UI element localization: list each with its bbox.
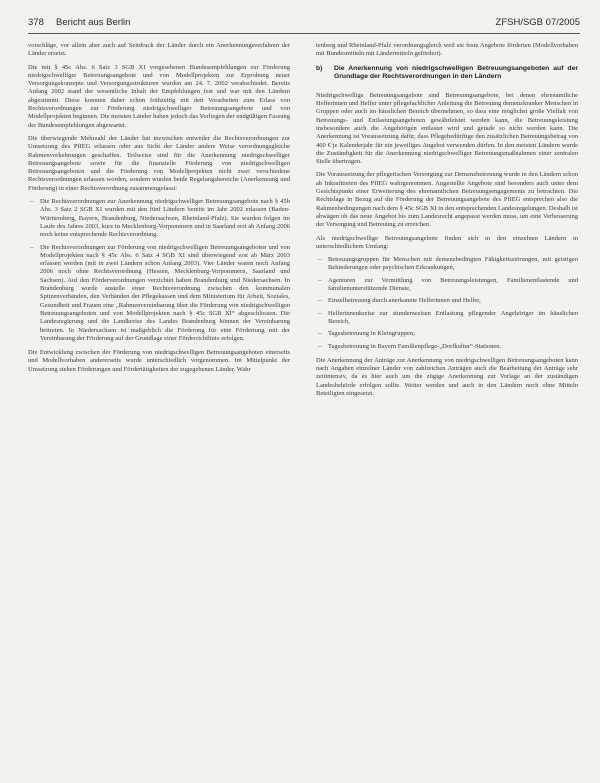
bullet-list: [28, 198, 290, 343]
list-item: – Die Rechtsverordnungen zur Förderung von niedrigschwelligen Betreuungsangeboten und von Modellprojekten nach § 45c Abs. 6 Satz 4 SGB XI sind überwiegend erst ab März 2003 erlassen worden (mit in zwei Ländern schon Anfang 2003). Vier Länder waren noch Anfang 2006 noch ohne Rechtsverordnung (Hessen, Mecklenburg-Vorpommern, Saarland und Sachsen). Auf den Förderverordnungen verzichtet haben Brandenburg und Niedersachsen. In Brandenburg wurde anstelle einer Rechtsverordnung zwischen den kommunalen Spitzenverbänden, den Verbänden der Pflegekassen und dem Ministerium für Arbeit, Soziales, Gesundheit und Frauen eine „Rahmenvereinbarung über die Förderung von niedrigschwelligen Betreuungsangeboten und von Modellprojekten nach § 45c SGB XI“ abgeschlossen. Die Landesregierung und die Landkreise des Landes Brandenburg können der Vereinbarung beitreten. In Niedersachsen ist maßgeblich die Förderung für eine Fördertung mit der Vereinbarung der Förderung auf der Grundlage einer Förderrichtlinie erfolgen.: [40, 244, 290, 344]
section-heading: [316, 65, 578, 82]
page-number: 378: [28, 17, 44, 28]
paragraph: Die überwiegende Mehrzahl der Länder hat inzwischen entweder die Rechtsverordnungen zur Umsetzung des PfIEG erlassen oder aus Sicht der Länder andere Weise verordnungsgleiche Rahmenvorkehrungen geschaffen. Teilweise sind für die Anerkennung niedrigschwelliger Betreuungsangebote sowie für die finanzielle Förderung von niedrigschwelligen Betreuungsangeboten und die Förderung von Modellprojekten nicht zwei verschiedene Rechtsverordnungen erlassen worden, sondern wurden beide Regelungsbereiche (Anerkennung und Förderung) in einer Rechtsverordnung zusammengefasst:: [28, 134, 290, 192]
right-column: [316, 42, 578, 403]
list-item: – Betreuungsgruppen für Menschen mit demenzbedingten Fähigkeitsstörungen, mit geistigen Behinderungen oder psychischen Erkrankungen,: [328, 256, 578, 273]
paragraph: Die Entwicklung zwischen der Förderung von niedrigschwelligen Betreuungsangeboten einerseits und Modellvorhaben andererseits wurde unterschiedlich vorgenommen. Im Mittelpunkt der Umsetzung stehen Förderungen und Fördertätigkeiten der zugegebenen Länder. Wahr: [28, 349, 290, 373]
journal-issue: ZFSH/SGB 07/2005: [495, 17, 580, 28]
paragraph: Die mit § 45c Abs. 6 Satz 3 SGB XI vorgesehenen Bundesempfehlungen zur Förderung niedrigschwelliger Betreuungsangebote und von Modellprojekten zur Erprobung neuer Versorgungskonzepte und Versorgungsstrukturen wurden am 24. 7. 2002 verabschiedet. Bereits Anfang 2002 stand der wesentliche Inhalt der Empfehlungen fest und war mit den Ländern abgestimmt. Diese konnten daher schon frühzeitig mit den Vorarbeiten zum Erlass von Rechtsverordnungen zur Förderung niedrigschwelliger Betreuungsangebote und von Modellprojekten beginnen. Die meisten Länder haben jedoch das Vorliegen der endgültigen Fassung der Bundesempfehlungen abgewartet.: [28, 63, 290, 129]
paragraph: vorschläge, vor allem aber auch auf Seitdruck der Länder durch ein Anerkennungsverfahren der Länder ersetzt.: [28, 42, 290, 58]
paragraph: Als niedrigschwellige Betreuungsangebote finden sich in den einzelnen Ländern in unterschiedlichem Umfang:: [316, 234, 578, 250]
section-heading-text: Die Anerkennung von niedrigschwelligen Betreuungsangeboten auf der Grundlage der Rechtsverordnungen in den Ländern: [334, 64, 578, 81]
section-title: Bericht aus Berlin: [56, 17, 131, 28]
list-item: – Tagesbetreuung in Bayern Familienpflege-„Dorfkultur“-Stationen.: [328, 343, 578, 351]
list-item: – Agenturen zur Vermittlung von Betreuungsleistungen, Familienentlastende und familienunterstützende Dienste,: [328, 277, 578, 294]
paragraph: Die Voraussetzung der pflegerischen Versorgung zur Demenzbetreuung wurde in den Ländern schon ab Inkrafttreten des PfIEG wahrgenommen. Angestellte Angebote sind besonders auch unter dem Gesichtspunkt einer Erweiterung des ehrenamtlichen Betreuungsengagements zu betrachten. Die Rechtslage in Bezug auf die Förderung der Betreuungsangebote des PfIEG entsprechen also die Rahmenbedingungen nach dem § 45c SGB XI in den entsprechenden Landesregelungen. Deshalb ist abwägen ob das neue Angebot bis zum Landesrecht angepasst werden muss, um eine Verbesserung der Versorgung und Betreuung zu erreichen.: [316, 171, 578, 229]
list-item: – Einzelbetreuung durch anerkannte Helferinnen und Helfer,: [328, 297, 578, 305]
section-marker: b): [316, 64, 323, 72]
bullet-list: [316, 256, 578, 351]
header-rule: [28, 33, 580, 34]
list-item: – Tagesbetreuung in Kleingruppen,: [328, 330, 578, 338]
paragraph: Die Anerkennung der Anträge zur Anerkennung von niedrigschwelligen Betreuungsangeboten kann nach Angaben einzelner Länder von zahlreichen Anträgen auch die Bearbeitung der Anträge sehr zeitintensiv, da es hier auch um die zügige Anerkennung zur Vorlage an der zuständigen Landesbehörde erfolgen sollte. Weiter werden und auch in den Ländern noch ohne Mitteln Beteiligten eingesetzt.: [316, 356, 578, 397]
list-item: – Die Rechtsverordnungen zur Anerkennung niedrigschwelliger Betreuungsangebote nach § 45b Abs. 3 Satz 2 SGB XI wurden mit den fünf Ländern bereits im Jahr 2002 erlassen (Baden-Württemberg, Bayern, Brandenburg, Niedersachsen, Rheinland-Pfalz). Sie wurden folgen im Laufe des Jahres 2003, kurz in Mecklenburg-Vorpommern und in Saarland erst ab Anfang 2006 noch keine entsprechende Rechtsverordnung.: [40, 198, 290, 239]
left-column: [28, 42, 290, 379]
list-item: – Helferinnenkreise zur stundenweisen Entlastung pflegender Angehöriger im häuslichen Bereich,: [328, 310, 578, 327]
paragraph: Niedrigschwellige Betreuungsangebote sind Betreuungsangebote, bei denen ehrenamtliche Helferinnen und Helfer unter pflegefachlicher Anleitung die Betreuung demenzkranker Menschen in Gruppen oder auch im häuslichen Bereich übernehmen, so dass eine möglichst große Vielfalt von Betreuungs- und Entlastungsangeboten gewährleistet werden kann, die Betreuungsleistung insbesondere auch die Angehörigen entlastet wird und gerade so nicht werden kann. Die Anerkennung ist Voraussetzung dafür, dass Pflegebedürftige den zusätzlichen Betreuungsbetrag von 460 € je Kalenderjahr für ein jeweiliges Angebot verwenden dürfen. In den meisten Ländern wurde die Zuständigkeit für die Anerkennung niedrigschwelliger Betreuungsmaßnahmen einer zentralen Stelle übertragen.: [316, 91, 578, 166]
running-header: [28, 17, 580, 31]
paragraph: tenberg und Rheinland-Pfalz verordnungsgleich weil sie feste Angebote förderten (Modellvorhaben mit Bundesmitteln mit Ländermitteln gefördert).: [316, 42, 578, 58]
